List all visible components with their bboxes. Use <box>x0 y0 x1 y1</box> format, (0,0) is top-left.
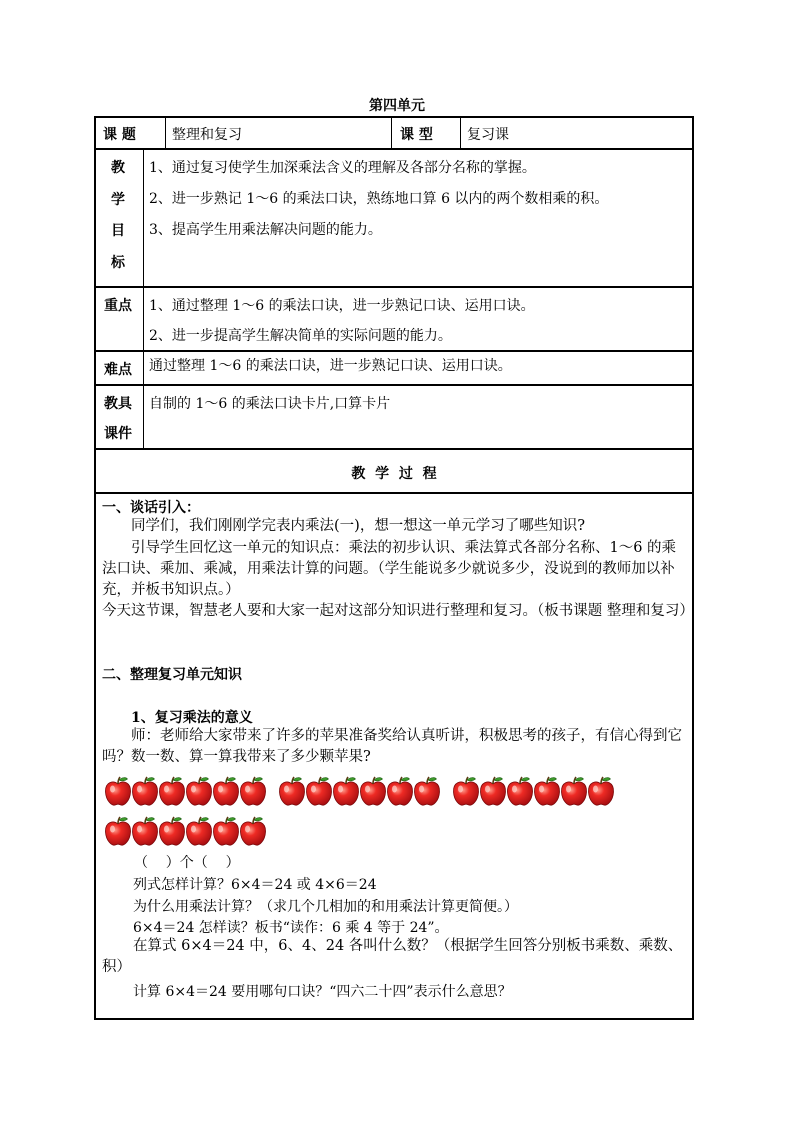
apple-icon-row <box>452 774 618 808</box>
key-points-label: 重点 <box>104 298 132 314</box>
apple-icon <box>480 777 505 805</box>
apple-icon <box>186 817 211 845</box>
apple-icon <box>213 777 238 805</box>
apple-icon <box>186 777 211 805</box>
section2-subheading: 1、复习乘法的意义 <box>131 710 253 726</box>
row-divider <box>94 350 694 352</box>
apple-icon <box>360 777 385 805</box>
question-line: 为什么用乘法计算？（求几个几相加的和用乘法计算更简便。） <box>133 899 518 915</box>
apple-group <box>278 774 444 808</box>
key-point-item: 1、通过整理 1～6 的乘法口诀，进一步熟记口诀、运用口诀。 <box>149 298 535 314</box>
question-line: 列式怎样计算？6×4＝24 或 4×6＝24 <box>133 877 377 893</box>
row-divider <box>94 384 694 386</box>
apple-icon <box>333 777 358 805</box>
objectives-label-char: 标 <box>111 255 125 271</box>
apple-group <box>452 774 618 808</box>
section1-paragraph: 同学们，我们刚刚学完表内乘法(一)，想一想这一单元学习了哪些知识? <box>131 518 586 534</box>
apple-group <box>104 774 270 808</box>
apple-icon <box>507 777 532 805</box>
apple-icon <box>240 817 265 845</box>
row-divider <box>94 492 694 494</box>
objectives-label-char: 教 <box>111 160 125 176</box>
type-value: 复习课 <box>467 127 509 143</box>
section1-heading: 一、谈话引入： <box>102 500 200 516</box>
section1-paragraph: 今天这节课，智慧老人要和大家一起对这部分知识进行整理和复习。（板书课题 整理和复习） <box>102 603 694 619</box>
objectives-label-char: 目 <box>111 223 125 239</box>
apple-icon <box>534 777 559 805</box>
apple-icon <box>105 777 130 805</box>
apple-icon <box>414 777 439 805</box>
apple-icon <box>132 817 157 845</box>
key-point-item: 2、进一步提高学生解决简单的实际问题的能力。 <box>149 328 452 344</box>
section1-paragraph: 引导学生回忆这一单元的知识点：乘法的初步认识、乘法算式各部分名称、1～6 的乘法口诀、乘加、乘减，用乘法计算的问题。（学生能说多少就说多少，没说到的教师加以补充，并板书知识点。） <box>102 540 677 598</box>
section2-heading: 二、整理复习单元知识 <box>102 667 242 683</box>
objective-item: 1、通过复习使学生加深乘法含义的理解及各部分名称的掌握。 <box>149 160 536 176</box>
question-line: 计算 6×4＝24 要用哪句口诀？“四六二十四”表示什么意思？ <box>133 984 512 1000</box>
row-divider <box>94 448 694 450</box>
apple-icon <box>387 777 412 805</box>
apple-icon <box>279 777 304 805</box>
objective-item: 2、进一步熟记 1～6 的乘法口诀，熟练地口算 6 以内的两个数相乘的积。 <box>149 191 609 207</box>
section2-paragraph: 师：老师给大家带来了许多的苹果准备奖给认真听讲，积极思考的孩子，有信心得到它吗？数一数、算一算我带来了多少颗苹果? <box>102 728 682 765</box>
question-line: 6×4＝24 怎样读？板书“读作：6 乘 4 等于 24”。 <box>133 920 449 936</box>
apple-icon <box>105 817 130 845</box>
objective-item: 3、提高学生用乘法解决问题的能力。 <box>149 222 382 238</box>
apple-icon-row <box>278 774 444 808</box>
apple-icon <box>132 777 157 805</box>
apple-icon <box>453 777 478 805</box>
page-title: 第四单元 <box>369 98 425 114</box>
row-divider <box>94 148 694 150</box>
process-title: 教 学 过 程 <box>351 466 437 482</box>
column-divider <box>391 117 392 149</box>
tools-text: 自制的 1～6 的乘法口诀卡片,口算卡片 <box>149 396 391 412</box>
column-divider <box>165 117 166 149</box>
column-divider <box>143 149 144 449</box>
apple-icon <box>159 777 184 805</box>
apple-group <box>104 814 270 848</box>
apple-icon <box>159 817 184 845</box>
row-divider <box>94 286 694 288</box>
difficulty-text: 通过整理 1～6 的乘法口诀，进一步熟记口诀、运用口诀。 <box>149 358 512 374</box>
objectives-label-char: 学 <box>111 192 125 208</box>
type-label: 课 型 <box>400 127 433 143</box>
apple-icon <box>306 777 331 805</box>
topic-value: 整理和复习 <box>172 127 242 143</box>
topic-label: 课 题 <box>103 127 136 143</box>
apple-icon-row <box>104 774 270 808</box>
tools-label: 教具 <box>104 396 132 412</box>
tools-label: 课件 <box>104 426 132 442</box>
apple-icon <box>561 777 586 805</box>
question-line: 在算式 6×4＝24 中，6、4、24 各叫什么数？（根据学生回答分别板书乘数、乘数、积） <box>102 938 683 975</box>
blank-answer-line: （ ）个（ ） <box>134 855 240 871</box>
apple-icon <box>240 777 265 805</box>
column-divider <box>460 117 461 149</box>
apple-icon-row <box>104 814 270 848</box>
difficulty-label: 难点 <box>104 362 132 378</box>
apple-icon <box>213 817 238 845</box>
apple-icon <box>588 777 613 805</box>
